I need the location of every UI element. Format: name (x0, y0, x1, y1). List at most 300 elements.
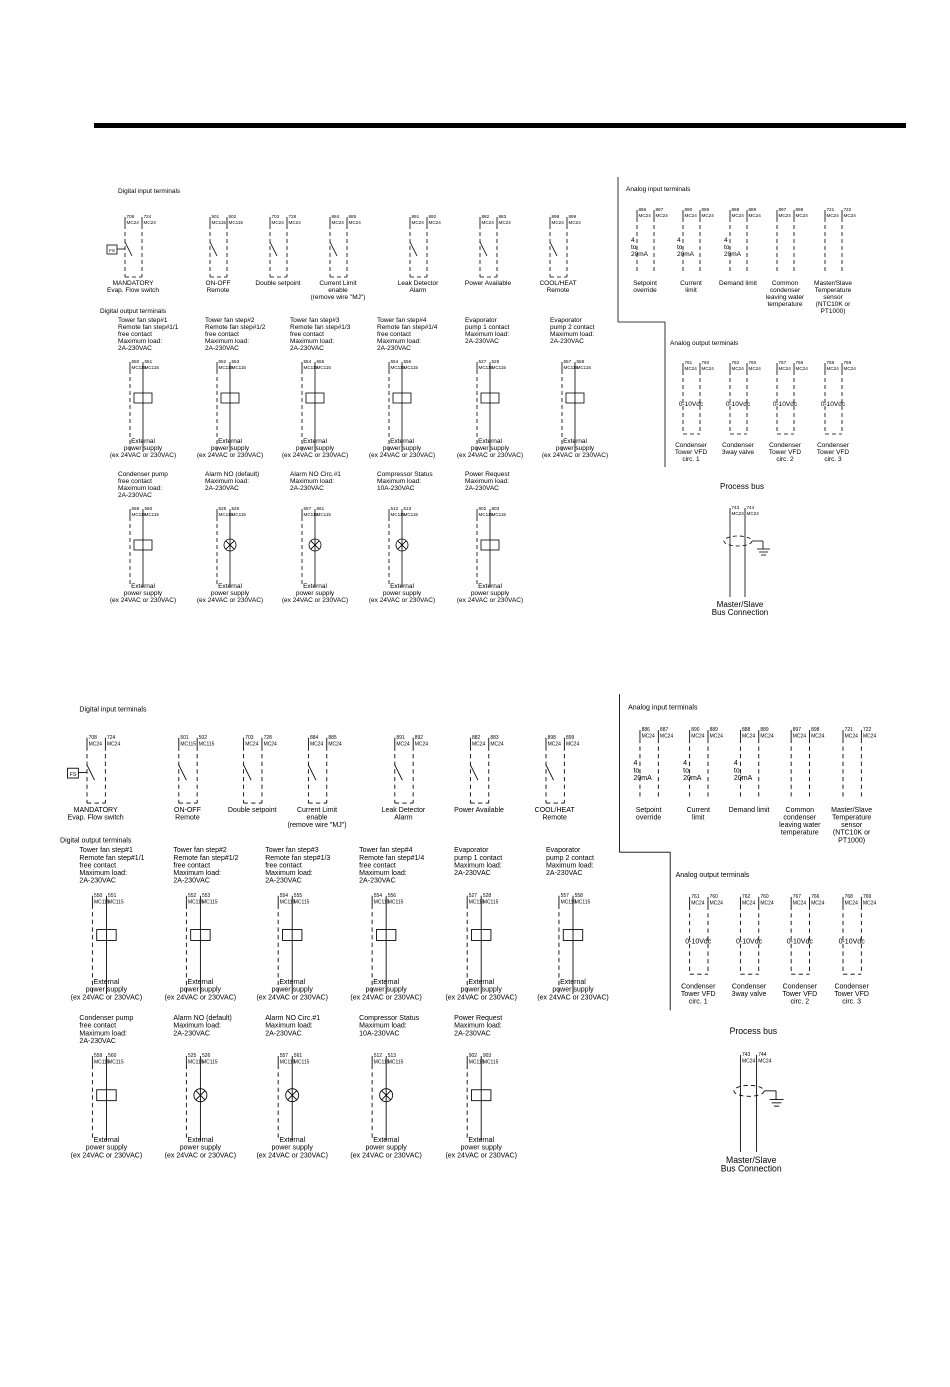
digital-output-title: 2A-230VAC (265, 877, 302, 885)
analog-signal-label: 4 (733, 759, 738, 767)
digital-output-title: 2A-230VAC (173, 1030, 210, 1038)
analog-signal-label: 4 (683, 759, 688, 767)
external-supply-label: power supply (295, 590, 335, 597)
terminal-code: MC24 (760, 900, 774, 907)
terminal-number: 513 (403, 506, 412, 511)
terminal-code: MC115 (131, 365, 146, 370)
digital-output-title: Evaporator (546, 847, 581, 855)
terminal-number: 760 (709, 893, 718, 900)
digital-output-title: 2A-230VAC (205, 485, 239, 492)
terminal-number: 708 (126, 214, 135, 219)
digital-output-title: 2A-230VAC (465, 485, 499, 492)
cable-shield (724, 536, 752, 546)
switch-contact (330, 242, 337, 256)
terminal-code: MC115 (108, 1059, 124, 1066)
external-supply-label: (ex 24VAC or 230VAC) (281, 597, 349, 604)
digital-output-row2-2 (197, 471, 263, 604)
external-supply-label: (ex 24VAC or 230VAC) (368, 452, 436, 459)
digital-output-title: 2A-230VAC (377, 345, 411, 352)
switch-contact (546, 765, 554, 780)
external-supply-label: power supply (470, 590, 510, 597)
digital-output-title: Condenser pump (118, 471, 168, 478)
analog-output-label: Tower VFD (782, 991, 818, 999)
analog-signal-label: 4 (631, 237, 635, 244)
analog-input-label: condenser (769, 287, 801, 294)
digital-output-title: 2A-230VAC (290, 485, 324, 492)
digital-input-6 (454, 735, 504, 814)
terminal-code: MC115 (403, 365, 418, 370)
analog-input-label: Current (680, 280, 702, 287)
terminal-number: 744 (746, 505, 755, 510)
digital-input-2 (206, 214, 244, 294)
digital-output-title: free contact (79, 862, 117, 870)
terminal-code: MC115 (387, 899, 404, 906)
analog-signal-label: 20mA (683, 775, 702, 783)
external-supply-label: power supply (210, 590, 250, 597)
terminal-number: 512 (373, 1053, 383, 1060)
switch-contact (470, 765, 478, 780)
terminal-number: 883 (498, 214, 507, 219)
analog-signal-label: 20mA (633, 775, 652, 783)
terminal-number: 902 (468, 1053, 478, 1060)
terminal-number: 886 (641, 727, 650, 734)
analog-output-label: circ. 2 (776, 456, 794, 463)
terminal-code: MC115 (403, 512, 418, 517)
terminal-number: 550 (94, 892, 103, 899)
terminal-number: 526 (202, 1053, 211, 1060)
analog-signal-label: 4 (724, 237, 728, 244)
analog-input-label: temperature (780, 829, 819, 837)
terminal-code: MC24 (826, 213, 839, 218)
terminal-number: 728 (263, 734, 272, 741)
digital-output-title: Compressor Status (377, 471, 433, 478)
terminal-number: 559 (131, 506, 140, 511)
terminal-number: 722 (843, 207, 852, 212)
digital-output-title: 2A-230VAC (546, 870, 583, 878)
external-supply-label: power supply (123, 590, 163, 597)
analog-input-label: Master/Slave (831, 806, 873, 814)
analog-output-label: circ. 3 (824, 456, 842, 463)
external-supply-label: power supply (271, 986, 313, 994)
digital-input-label: Remote (542, 814, 567, 822)
switch-contact (480, 242, 487, 256)
section-title-process-bus: Process bus (729, 1026, 778, 1037)
digital-output-title: Tower fan step#2 (205, 317, 255, 324)
external-supply-label: power supply (295, 445, 335, 452)
digital-input-label: Alarm (409, 287, 427, 294)
terminal-number: 721 (844, 727, 853, 734)
terminal-code: MC24 (638, 213, 651, 218)
terminal-code: MC115 (303, 512, 318, 517)
analog-output-1 (675, 360, 714, 463)
analog-input-label: Demand limit (719, 280, 757, 287)
external-supply-label: power supply (382, 590, 422, 597)
external-supply-label: (ex 24VAC or 230VAC) (196, 452, 264, 459)
terminal-number: 884 (310, 734, 319, 741)
cable-shield (734, 1085, 764, 1096)
terminal-code: MC115 (198, 741, 215, 748)
external-supply-label: power supply (210, 445, 250, 452)
digital-output-title: 2A-230VAC (290, 345, 324, 352)
terminal-code: MC115 (228, 220, 243, 225)
analog-input-4 (766, 207, 808, 308)
terminal-code: MC24 (811, 900, 825, 907)
terminal-number: 884 (331, 214, 340, 219)
section-title-digital-output: Digital output terminals (60, 837, 132, 845)
process-bus-label: Master/Slave (716, 600, 764, 609)
terminal-number: 768 (826, 360, 835, 365)
terminal-number: 892 (428, 214, 437, 219)
process-bus (721, 1026, 784, 1173)
terminal-code: MC115 (373, 1059, 390, 1066)
terminal-code: MC115 (218, 512, 233, 517)
terminal-code: MC24 (490, 741, 504, 748)
external-supply-label: (ex 24VAC or 230VAC) (256, 1152, 328, 1160)
analog-signal-label: 4 (633, 759, 638, 767)
digital-output-title: Maximum load: (173, 870, 221, 878)
external-supply-label: (ex 24VAC or 230VAC) (537, 994, 609, 1002)
digital-input-5 (398, 214, 441, 294)
terminal-number: 882 (472, 734, 481, 741)
digital-output-title: 10A-230VAC (359, 1030, 400, 1038)
digital-output-title: Maximum load: (290, 478, 335, 485)
analog-output-2 (722, 360, 761, 456)
terminal-code: MC24 (691, 733, 705, 740)
external-supply-label: (ex 24VAC or 230VAC) (456, 452, 524, 459)
digital-output-title: Tower fan step#2 (173, 847, 227, 855)
digital-input-label: ON-OFF (173, 806, 201, 814)
digital-input-7 (539, 214, 581, 294)
digital-output-title: Maximum load: (118, 338, 163, 345)
analog-input-label: temperature (767, 301, 803, 308)
terminal-number: 502 (228, 214, 237, 219)
analog-output-signal: 0-10Vdc (786, 938, 813, 946)
terminal-number: 890 (684, 207, 693, 212)
analog-output-label: Tower VFD (674, 449, 708, 456)
digital-input-label: MANDATORY (73, 806, 118, 814)
analog-output-label: Condenser (681, 983, 716, 991)
digital-output-title: 10A-230VAC (377, 485, 415, 492)
terminal-number: 891 (396, 734, 405, 741)
external-supply-label: (ex 24VAC or 230VAC) (445, 1152, 517, 1160)
terminal-number: 760 (701, 360, 710, 365)
terminal-code: MC24 (331, 220, 344, 225)
wiring-panel-bottom (60, 694, 876, 1173)
terminal-number: 703 (245, 734, 254, 741)
digital-input-label: Power Available (464, 280, 512, 287)
digital-input-1 (107, 214, 159, 294)
digital-input-label: COOL/HEAT (539, 280, 577, 287)
digital-output-title: Maximum load: (79, 870, 128, 878)
terminal-number: 724 (106, 734, 116, 741)
terminal-number: 767 (792, 893, 802, 900)
digital-output-row2-4 (369, 471, 435, 604)
digital-output-row2-2 (165, 1015, 236, 1159)
terminal-code: MC115 (94, 1059, 110, 1066)
terminal-number: 897 (778, 207, 787, 212)
terminal-code: MC24 (795, 366, 808, 371)
terminal-number: 525 (187, 1053, 197, 1060)
terminal-number: 890 (691, 727, 700, 734)
digital-output-title: Remote fan step#1/4 (359, 854, 425, 862)
terminal-code: MC115 (202, 1059, 218, 1066)
digital-output-title: Maximum load: (377, 338, 422, 345)
section-title-digital-input: Digital input terminals (79, 706, 147, 714)
external-supply-label: (ex 24VAC or 230VAC) (109, 597, 177, 604)
external-supply-label: power supply (123, 445, 163, 452)
terminal-number: 552 (218, 359, 227, 364)
analog-output-signal: 0-10Vdc (678, 401, 704, 408)
terminal-number: 501 (211, 214, 220, 219)
analog-output-3 (782, 894, 824, 1006)
digital-output-6 (542, 317, 608, 459)
terminal-code: MC115 (373, 899, 390, 906)
digital-output-2 (197, 317, 266, 459)
terminal-code: MC115 (94, 899, 110, 906)
analog-signal-label: 20mA (733, 775, 753, 783)
terminal-number: 561 (316, 506, 325, 511)
digital-output-title: Remote fan step#1/1 (79, 854, 145, 862)
analog-output-label: circ. 1 (682, 456, 700, 463)
analog-input-label: Temperature (814, 287, 852, 294)
digital-input-label: ON-OFF (205, 280, 231, 287)
terminal-code: MC24 (792, 900, 807, 907)
terminal-number: 761 (691, 893, 700, 900)
external-supply-label: (ex 24VAC or 230VAC) (368, 597, 436, 604)
analog-output-label: Tower VFD (768, 449, 802, 456)
terminal-code: MC115 (108, 899, 124, 906)
digital-input-3 (228, 735, 277, 814)
terminal-number: 527 (478, 359, 487, 364)
external-supply-label: External (218, 583, 242, 590)
external-supply-label: External (187, 1137, 214, 1145)
terminal-number: 721 (826, 207, 835, 212)
digital-output-title: Maximum load: (205, 338, 250, 345)
digital-input-1 (68, 735, 124, 822)
terminal-code: MC115 (390, 512, 405, 517)
external-supply-label: External (468, 1137, 495, 1145)
terminal-code: MC115 (468, 1059, 485, 1066)
digital-output-title: Maximum load: (290, 338, 335, 345)
process-bus (712, 482, 770, 617)
digital-output-title: free contact (205, 331, 239, 338)
digital-output-title: Maximum load: (118, 485, 163, 492)
digital-input-label: enable (306, 814, 328, 822)
digital-output-row2-3 (282, 471, 348, 604)
external-supply-label: External (303, 583, 327, 590)
digital-output-title: 2A-230VAC (550, 338, 584, 345)
digital-output-title: free contact (173, 862, 211, 870)
terminal-code: MC24 (731, 511, 744, 516)
terminal-code: MC24 (551, 220, 564, 225)
terminal-code: MC24 (271, 220, 284, 225)
external-supply-label: (ex 24VAC or 230VAC) (281, 452, 349, 459)
section-title-analog-input: Analog input terminals (626, 186, 691, 193)
terminal-number: 766 (795, 360, 804, 365)
digital-output-title: pump 1 contact (454, 854, 503, 862)
digital-output-5 (445, 847, 516, 1001)
analog-input-label: condenser (783, 814, 817, 822)
switch-contact (308, 765, 316, 780)
terminal-code: MC115 (316, 512, 331, 517)
digital-output-1 (110, 317, 179, 459)
digital-input-label: enable (328, 287, 348, 294)
digital-output-title: free contact (265, 862, 302, 870)
digital-output-title: 2A-230VAC (205, 345, 239, 352)
terminal-number: 708 (88, 734, 97, 741)
external-supply-label: (ex 24VAC or 230VAC) (456, 597, 524, 604)
digital-output-title: Remote fan step#1/2 (173, 854, 239, 862)
terminal-code: MC115 (478, 512, 493, 517)
terminal-code: MC115 (560, 899, 577, 906)
external-supply-label: External (390, 583, 414, 590)
terminal-number: 892 (414, 734, 424, 741)
analog-input-label: Common (785, 806, 815, 814)
digital-output-row2-1 (71, 1015, 142, 1159)
terminal-code: MC115 (316, 365, 331, 370)
digital-output-title: Maximum load: (359, 870, 407, 878)
analog-input-5 (831, 727, 876, 844)
digital-input-label: Double setpoint (255, 280, 301, 287)
terminal-number: 889 (701, 207, 710, 212)
digital-output-1 (71, 847, 145, 1001)
external-supply-label: External (390, 438, 414, 445)
switch-contact (410, 242, 417, 256)
process-bus-label: Bus Connection (711, 608, 769, 617)
digital-output-title: Compressor Status (359, 1014, 420, 1023)
terminal-code: MC24 (709, 733, 723, 740)
external-supply-label: External (468, 979, 495, 987)
terminal-number: 886 (638, 207, 647, 212)
digital-output-row2-5 (457, 471, 523, 604)
terminal-code: MC115 (279, 1059, 296, 1066)
terminal-code: MC115 (387, 1059, 404, 1066)
terminal-code: MC24 (811, 733, 825, 740)
digital-output-title: 2A-230VAC (465, 338, 499, 345)
digital-output-row2-1 (110, 471, 176, 604)
terminal-number: 555 (316, 359, 325, 364)
external-supply-label: External (218, 438, 242, 445)
analog-output-label: Tower VFD (834, 991, 869, 999)
digital-output-title: 2A-230VAC (359, 877, 396, 885)
terminal-code: MC24 (547, 741, 561, 748)
external-supply-label: (ex 24VAC or 230VAC) (350, 994, 422, 1002)
terminal-number: 551 (108, 892, 117, 899)
analog-signal-label: 20mA (677, 251, 694, 258)
digital-output-title: 2A-230VAC (265, 1030, 302, 1038)
terminal-code: MC24 (748, 213, 761, 218)
process-bus-label: Bus Connection (720, 1163, 782, 1174)
terminal-code: MC24 (263, 741, 277, 748)
analog-input-4 (779, 727, 824, 837)
terminal-number: 769 (843, 360, 852, 365)
analog-input-2 (683, 727, 723, 821)
terminal-number: 889 (748, 207, 757, 212)
digital-output-title: Alarm NO (default) (205, 471, 260, 478)
external-supply-label: (ex 24VAC or 230VAC) (70, 1152, 143, 1160)
terminal-number: 768 (844, 893, 853, 900)
analog-output-4 (817, 360, 856, 463)
analog-output-signal: 0-10Vdc (735, 938, 763, 946)
section-title-digital-input: Digital input terminals (118, 188, 181, 195)
terminal-code: MC24 (106, 741, 121, 748)
terminal-number: 556 (387, 892, 397, 899)
terminal-number: 525 (218, 506, 227, 511)
terminal-code: MC115 (211, 220, 226, 225)
external-supply-label: power supply (179, 1144, 222, 1152)
terminal-number: 898 (795, 207, 804, 212)
analog-signal-label: to (733, 767, 740, 775)
digital-input-label: Remote (546, 287, 570, 294)
terminal-code: MC115 (231, 512, 246, 517)
terminal-number: 554 (303, 359, 312, 364)
terminal-code: MC24 (758, 1058, 772, 1065)
terminal-number: 762 (742, 893, 751, 900)
external-supply-label: External (279, 1137, 306, 1145)
analog-output-label: Condenser (782, 983, 817, 991)
digital-output-title: Maximum load: (454, 1022, 502, 1030)
terminal-code: MC24 (126, 220, 139, 225)
analog-output-1 (681, 894, 723, 1006)
external-supply-label: External (131, 583, 155, 590)
terminal-number: 513 (387, 1053, 397, 1060)
analog-input-label: limit (685, 287, 697, 294)
digital-input-label: Power Available (454, 806, 504, 814)
terminal-number: 553 (202, 892, 211, 899)
analog-output-label: Condenser (731, 983, 767, 991)
digital-output-title: Remote fan step#1/3 (290, 324, 351, 331)
terminal-number: 891 (411, 214, 420, 219)
terminal-code: MC115 (390, 365, 405, 370)
analog-input-label: PT1000) (820, 308, 846, 315)
terminal-code: MC115 (231, 365, 246, 370)
external-supply-label: (ex 24VAC or 230VAC) (164, 994, 237, 1002)
terminal-code: MC115 (491, 365, 506, 370)
analog-output-label: Condenser (834, 983, 869, 991)
external-supply-label: power supply (382, 445, 422, 452)
terminal-code: MC24 (792, 733, 807, 740)
wiring-panel-top (100, 177, 856, 617)
digital-output-title: pump 1 contact (465, 324, 510, 331)
terminal-number: 557 (303, 506, 312, 511)
digital-input-5 (382, 735, 429, 822)
digital-output-title: Tower fan step#1 (79, 847, 133, 855)
terminal-number: 889 (709, 727, 718, 734)
digital-input-label: Evap. Flow switch (106, 287, 160, 294)
external-supply-label: External (187, 979, 214, 987)
terminal-code: MC115 (468, 899, 485, 906)
terminal-number: 898 (547, 734, 556, 741)
terminal-code: MC24 (565, 741, 580, 748)
analog-output-label: 3way valve (721, 449, 755, 456)
analog-input-1 (633, 727, 673, 821)
terminal-number: 554 (373, 892, 383, 899)
analog-signal-label: to (683, 767, 690, 775)
digital-input-6 (465, 214, 512, 287)
terminal-number: 887 (655, 207, 664, 212)
analog-input-label: PT1000) (838, 837, 866, 845)
terminal-number: 767 (778, 360, 787, 365)
terminal-code: MC24 (684, 213, 697, 218)
terminal-number: 743 (742, 1051, 751, 1058)
terminal-number: 553 (231, 359, 240, 364)
digital-output-title: Evaporator (454, 847, 489, 855)
terminal-number: 883 (490, 734, 499, 741)
analog-input-label: Setpoint (635, 806, 662, 814)
analog-input-label: override (633, 287, 657, 294)
analog-signal-label: to (631, 244, 637, 251)
analog-input-label: leaving water (779, 822, 821, 830)
